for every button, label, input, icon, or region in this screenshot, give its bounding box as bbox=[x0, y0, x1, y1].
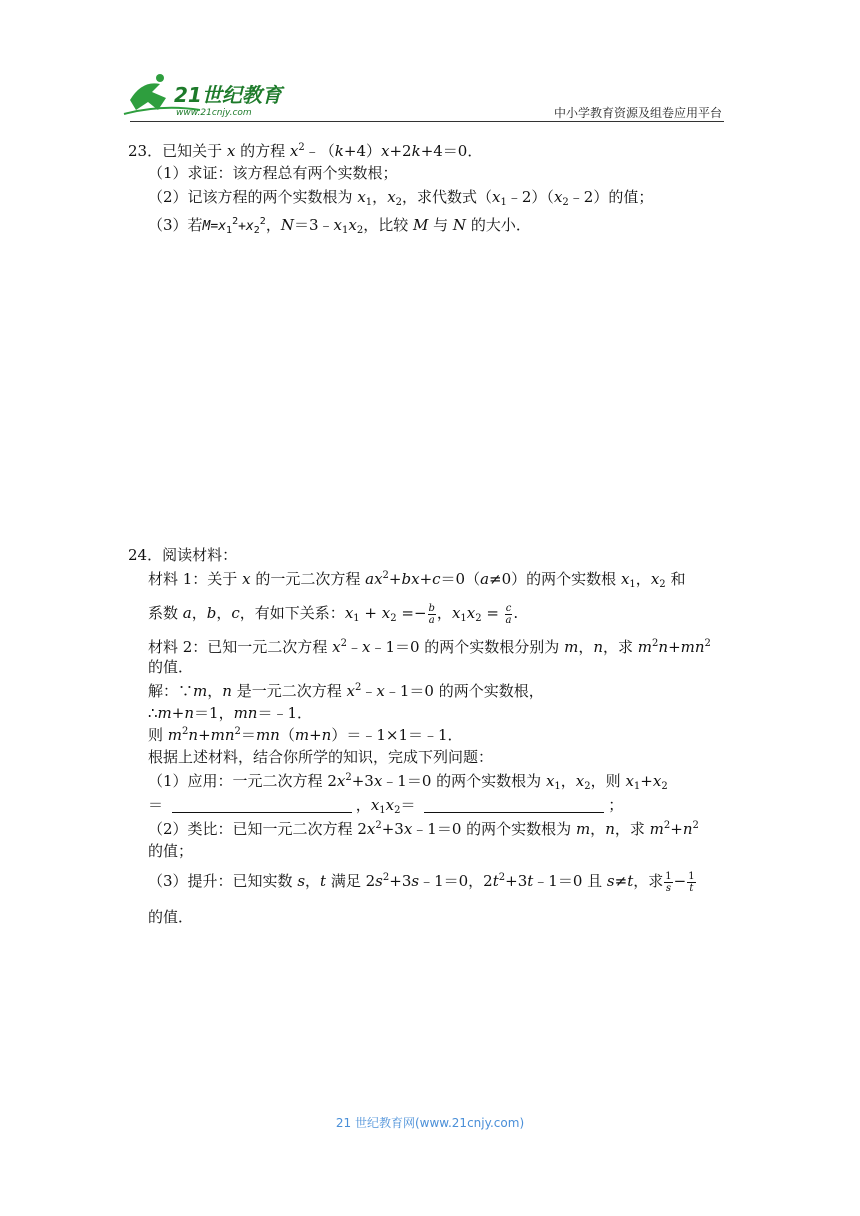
q24-material2-line2: 的值． bbox=[148, 658, 194, 676]
header-platform-text: 中小学教育资源及组卷应用平台 bbox=[553, 106, 722, 120]
q24-solution-line3: 则 $m^2n+mn^2=mn(m+n)=﹣1\times 1=﹣1$． bbox=[148, 726, 463, 744]
q24-material2-line1: 材料 2：已知一元二次方程 $x^2﹣x﹣1=0$ 的两个实数根分别为 m，n，求 $m^2n+mn^2$ bbox=[148, 638, 711, 656]
q24-part2-line2: 的值； bbox=[148, 842, 194, 860]
svg-text:21世纪教育: 21世纪教育 bbox=[174, 83, 282, 107]
footer-site-link[interactable]: 21 世纪教育网(www.21cnjy.com) bbox=[335, 1116, 525, 1130]
site-logo bbox=[122, 70, 292, 120]
header-rule bbox=[130, 121, 724, 122]
q24-material1-line1: 材料 1：关于 x 的一元二次方程 $ax^2+bx+c=0(a\ne 0)$的两个实数根 $x_1$，$x_2$ 和 bbox=[148, 570, 686, 590]
q24-part2-line1: （2）类比：已知一元二次方程 $2x^2+3x﹣1=0$ 的两个实数根为 m，n，求 $m^2+n^2$ bbox=[148, 820, 699, 838]
q24-part3-line2: 的值． bbox=[148, 908, 194, 926]
q23-stem: 23．已知关于 x 的方程 $x^2﹣(k+4)x+2k+4=0$． bbox=[128, 142, 483, 160]
answer-blank-sum[interactable] bbox=[172, 796, 352, 813]
q24-material1-line2: 系数 a，b，c，有如下关系：$x_1 + x_2$ =− $\frac{b}{a}$ ，$x_1x_2$ = $\frac{c}{a}$ . bbox=[148, 602, 519, 626]
q24-part1-line1: （1）应用：一元二次方程 $2x^2+3x﹣1=0$ 的两个实数根为 $x_1$，$x_2$，则 $x_1+x_2$ bbox=[148, 772, 668, 792]
q23-part1: （1）求证：该方程总有两个实数根； bbox=[148, 164, 398, 182]
q24-title: 24．阅读材料： bbox=[128, 546, 238, 564]
q23-part2: （2）记该方程的两个实数根为 $x_1$，$x_2$，求代数式$(x_1﹣2)(x_2﹣2)$的值； bbox=[148, 188, 654, 208]
answer-blank-product[interactable] bbox=[424, 796, 604, 813]
q24-solution-line2: ∴m+n＝1，mn＝﹣1． bbox=[148, 704, 313, 722]
q23-part3: （3）若$M=x_1^2+x_2^2$，$N=3﹣x_1x_2$，比较 M 与 N 的大小． bbox=[148, 216, 531, 236]
q24-intro: 根据上述材料，结合你所学的知识，完成下列问题： bbox=[148, 748, 494, 766]
q24-solution-line1: 解：∵m，n 是一元二次方程 $x^2﹣x﹣1=0$ 的两个实数根， bbox=[148, 682, 544, 700]
q24-part1-line2: ＝ ，$x_1x_2=$ ； bbox=[148, 796, 624, 816]
svg-text:www.21cnjy.com: www.21cnjy.com bbox=[176, 108, 252, 118]
q24-part3-line1: （3）提升：已知实数 s，t 满足 $2s^2+3s﹣1=0$，$2t^2+3t﹣1=0$ 且 s≠t，求 $\frac{1}{s}$ − $\frac{1}{t}$ bbox=[148, 870, 695, 894]
